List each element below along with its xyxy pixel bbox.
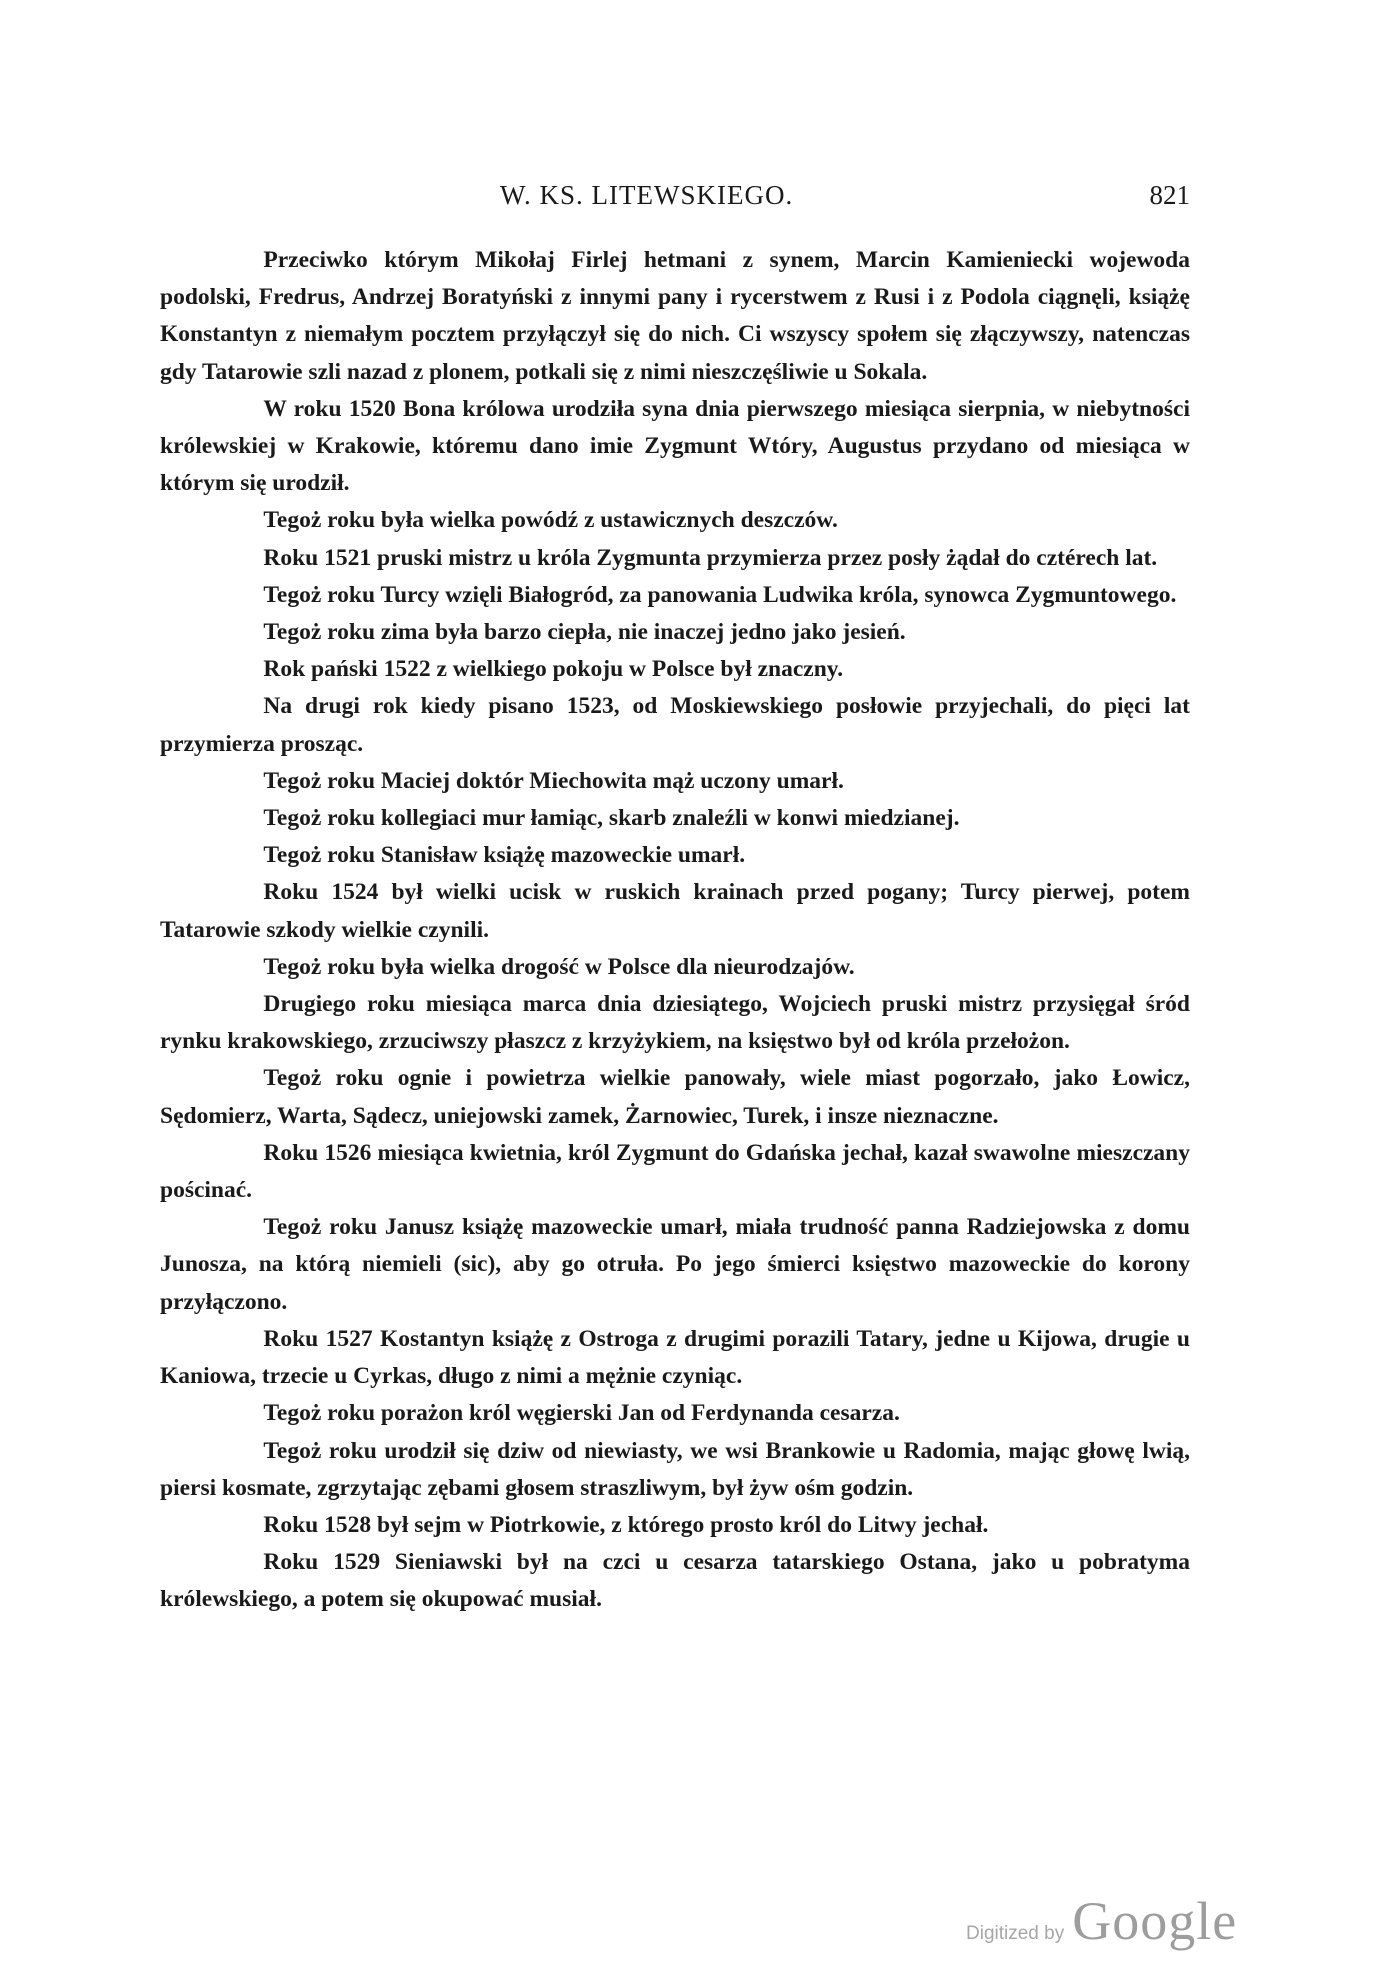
paragraph: Tegoż roku kollegiaci mur łamiąc, skarb znaleźli w konwi miedzianej. [263, 805, 960, 832]
paragraph: Roku 1529 Sieniawski był na czci u cesarza tatarskiego Ostana, jako u pobratyma królewskiego, a potem się okupować musiał. [160, 1549, 1190, 1613]
paragraph: Drugiego roku miesiąca marca dnia dziesiątego, Wojciech pruski mistrz przysięgał śród rynku krakowskiego, zrzuciwszy płaszcz z krzyżykiem, na księstwo był od króla przełożon. [160, 991, 1190, 1055]
paragraph: Roku 1526 miesiąca kwietnia, król Zygmunt do Gdańska jechał, kazał swawolne mieszczany pościnać. [160, 1139, 1190, 1204]
paragraph: Tegoż roku Turcy wzięli Białogród, za panowania Ludwika króla, synowca Zygmuntowego. [263, 581, 1177, 608]
paragraph: Tegoż roku była wielka powódź z ustawicznych deszczów. [263, 507, 838, 534]
paragraph: Roku 1524 był wielki ucisk w ruskich krainach przed pogany; Turcy pierwej, potem Tatarowie szkody wielkie czynili. [160, 879, 1190, 943]
body-text [160, 242, 1190, 1619]
paragraph: Roku 1521 pruski mistrz u króla Zygmunta przymierza przez posły żądał do cztérech lat. [263, 544, 1158, 571]
paragraph: W roku 1520 Bona królowa urodziła syna dnia pierwszego miesiąca sierpnia, w niebytności królewskiej w Krakowie, któremu dano imie Zygmunt Wtóry, Augustus przydano od miesiąca w którym się urodził. [160, 395, 1190, 497]
page-number: 821 [1149, 180, 1190, 210]
digitization-watermark [966, 1890, 1237, 1952]
paragraph: Tegoż roku Maciej doktór Miechowita mąż uczony umarł. [263, 767, 844, 794]
paragraph: Tegoż roku porażon król węgierski Jan od Ferdynanda cesarza. [263, 1400, 900, 1427]
paragraph: Roku 1528 był sejm w Piotrkowie, z którego prosto król do Litwy jechał. [263, 1511, 989, 1538]
paragraph: Tegoż roku urodził się dziw od niewiasty, we wsi Brankowie u Radomia, mając głowę lwią, piersi kosmate, zgrzytając zębami głosem straszliwym, był żyw ośm godzin. [160, 1437, 1190, 1501]
paragraph: Rok pański 1522 z wielkiego pokoju w Polsce był znaczny. [263, 656, 844, 683]
paragraph: Tegoż roku była wielka drogość w Polsce dla nieurodzajów. [263, 953, 855, 980]
paragraph: Tegoż roku zima była barzo ciepła, nie inaczej jedno jako jesień. [263, 619, 906, 646]
page-header [160, 180, 1190, 220]
digitized-by-label: Digitized by [966, 1923, 1065, 1944]
paragraph: Na drugi rok kiedy pisano 1523, od Moskiewskiego posłowie przyjechali, do pięci lat przymierza prosząc. [160, 693, 1190, 757]
paragraph: Przeciwko którym Mikołaj Firlej hetmani z synem, Marcin Kamieniecki wojewoda podolski, Fredrus, Andrzej Boratyński z innymi pany i rycerstwem z Rusi i z Podola ciągnęli, książę Konstantyn z niemałym pocztem przyłączył się do nich. Ci wszyscy społem się złączywszy, natenczas gdy Tatarowie szli nazad z plonem, potkali się z nimi nieszczęśliwie u Sokala. [160, 247, 1190, 385]
paragraph: Roku 1527 Kostantyn książę z Ostroga z drugimi porazili Tatary, jedne u Kijowa, drugie u Kaniowa, trzecie u Cyrkas, długo z nimi a mężnie czyniąc. [160, 1325, 1190, 1390]
google-logo: Google [1072, 1891, 1238, 1951]
paragraph: Tegoż roku ognie i powietrza wielkie panowały, wiele miast pogorzało, jako Łowicz, Sędomierz, Warta, Sądecz, uniejowski zamek, Żarnowiec, Turek, i insze nieznaczne. [160, 1065, 1190, 1129]
paragraph: Tegoż roku Janusz książę mazoweckie umarł, miała trudność panna Radziejowska z domu Junosza, na którą niemieli (sic), aby go otruła. Po jego śmierci księstwo mazoweckie do korony przyłączono. [160, 1214, 1190, 1315]
running-title: W. KS. LITEWSKIEGO. [500, 180, 794, 210]
paragraph: Tegoż roku Stanisław książę mazoweckie umarł. [263, 842, 746, 869]
